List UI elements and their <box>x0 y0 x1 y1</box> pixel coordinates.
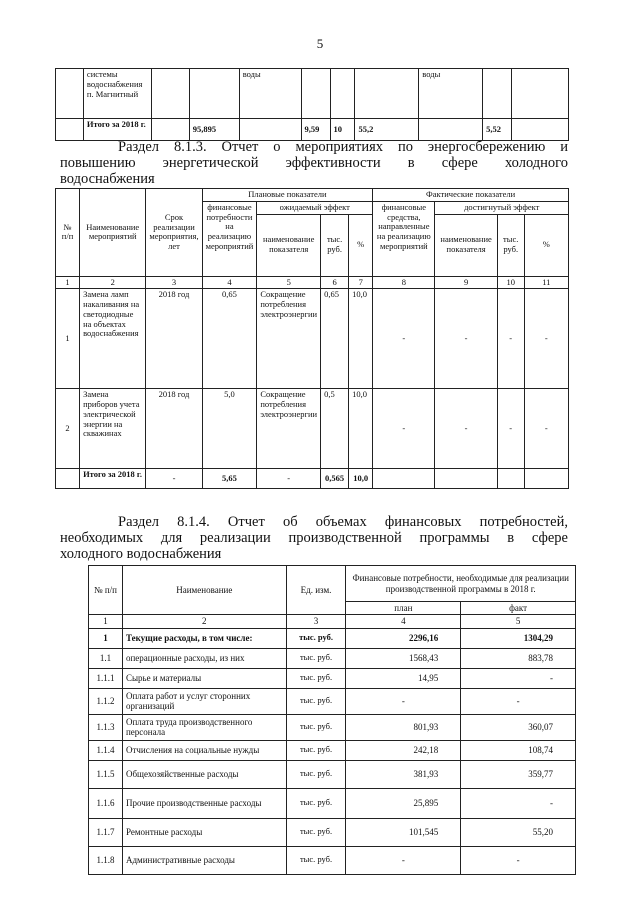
header-row: № п/п Наименование Ед. изм. Финансовые потребности, необходимые для реализации производственной программы в 2018 г. <box>89 566 576 602</box>
table-row: 1 Текущие расходы, в том числе: тыс. руб. 2296,16 1304,29 <box>89 628 576 648</box>
header-row: № п/п Наименование мероприятий Срок реализации мероприятия, лет Плановые показатели Фактические показатели <box>56 189 569 202</box>
column-number-row: 1 2 3 4 5 <box>89 615 576 628</box>
section-813-heading-cont <box>60 155 568 187</box>
heading-line: повышению энергетической эффективности в сфере холодного <box>60 155 568 171</box>
heading-line: Раздел 8.1.3. Отчет о мероприятиях по энергосбережению и <box>118 139 568 155</box>
table-row: 1.1.7 Ремонтные расходы тыс. руб. 101,545 55,20 <box>89 818 576 846</box>
table-row: Итого за 2018 г. 95,895 9,59 10 55,2 5,52 <box>56 119 569 141</box>
table-row: 1.1.8 Административные расходы тыс. руб. - - <box>89 846 576 874</box>
total-label: Итого за 2018 г. <box>83 119 151 141</box>
header-row: наименование показателя тыс. руб. % наименование показателя тыс. руб. % <box>56 214 569 276</box>
heading-line: водоснабжения <box>60 171 155 187</box>
table-row: 1.1 операционные расходы, из них тыс. руб. 1568,43 883,78 <box>89 648 576 668</box>
total-row: Итого за 2018 г. - 5,65 - 0,565 10,0 <box>56 469 569 489</box>
heading-line: необходимых для реализации производственной программы в сфере <box>60 530 568 546</box>
header-row: план факт <box>89 602 576 615</box>
table-row: 1.1.3 Оплата труда производственного персонала тыс. руб. 801,93 360,07 <box>89 714 576 740</box>
energy-saving-table <box>55 188 569 489</box>
header-row: финансовые потребности на реализацию мероприятий ожидаемый эффект финансовые средства, направленные на реализацию мероприятий достигнутый эффект <box>56 201 569 214</box>
section-814-heading-cont <box>60 530 568 562</box>
heading-line: Раздел 8.1.4. Отчет об объемах финансовых потребностей, <box>118 514 568 530</box>
row-name: системы водоснабжения п. Магнитный <box>83 69 151 119</box>
table-row: 1.1.4 Отчисления на социальные нужды тыс. руб. 242,18 108,74 <box>89 740 576 760</box>
section-813-heading <box>118 139 568 155</box>
table-row: 1.1.1 Сырье и материалы тыс. руб. 14,95 - <box>89 668 576 688</box>
table-row: 1.1.5 Общехозяйственные расходы тыс. руб. 381,93 359,77 <box>89 760 576 788</box>
table-row: 1.1.2 Оплата работ и услуг сторонних организаций тыс. руб. - - <box>89 688 576 714</box>
heading-line: холодного водоснабжения <box>60 546 222 562</box>
page-number: 5 <box>316 36 324 51</box>
column-number-row: 1 2 3 4 5 6 7 8 9 10 11 <box>56 276 569 289</box>
financial-needs-table <box>88 565 576 875</box>
table-row: системы водоснабжения п. Магнитный воды воды <box>56 69 569 119</box>
table-row: 2 Замена приборов учета электрической энергии на скважинах 2018 год 5,0 Сокращение потребления электроэнергии 0,5 10,0 - - - - <box>56 389 569 469</box>
table-row: 1.1.6 Прочие производственные расходы тыс. руб. 25,895 - <box>89 788 576 818</box>
section-814-heading <box>118 514 568 530</box>
continuation-table <box>55 68 569 141</box>
table-row: 1 Замена ламп накаливания на светодиодные на объектах водоснабжения 2018 год 0,65 Сокращение потребления электроэнергии 0,65 10,0 - - - - <box>56 289 569 389</box>
